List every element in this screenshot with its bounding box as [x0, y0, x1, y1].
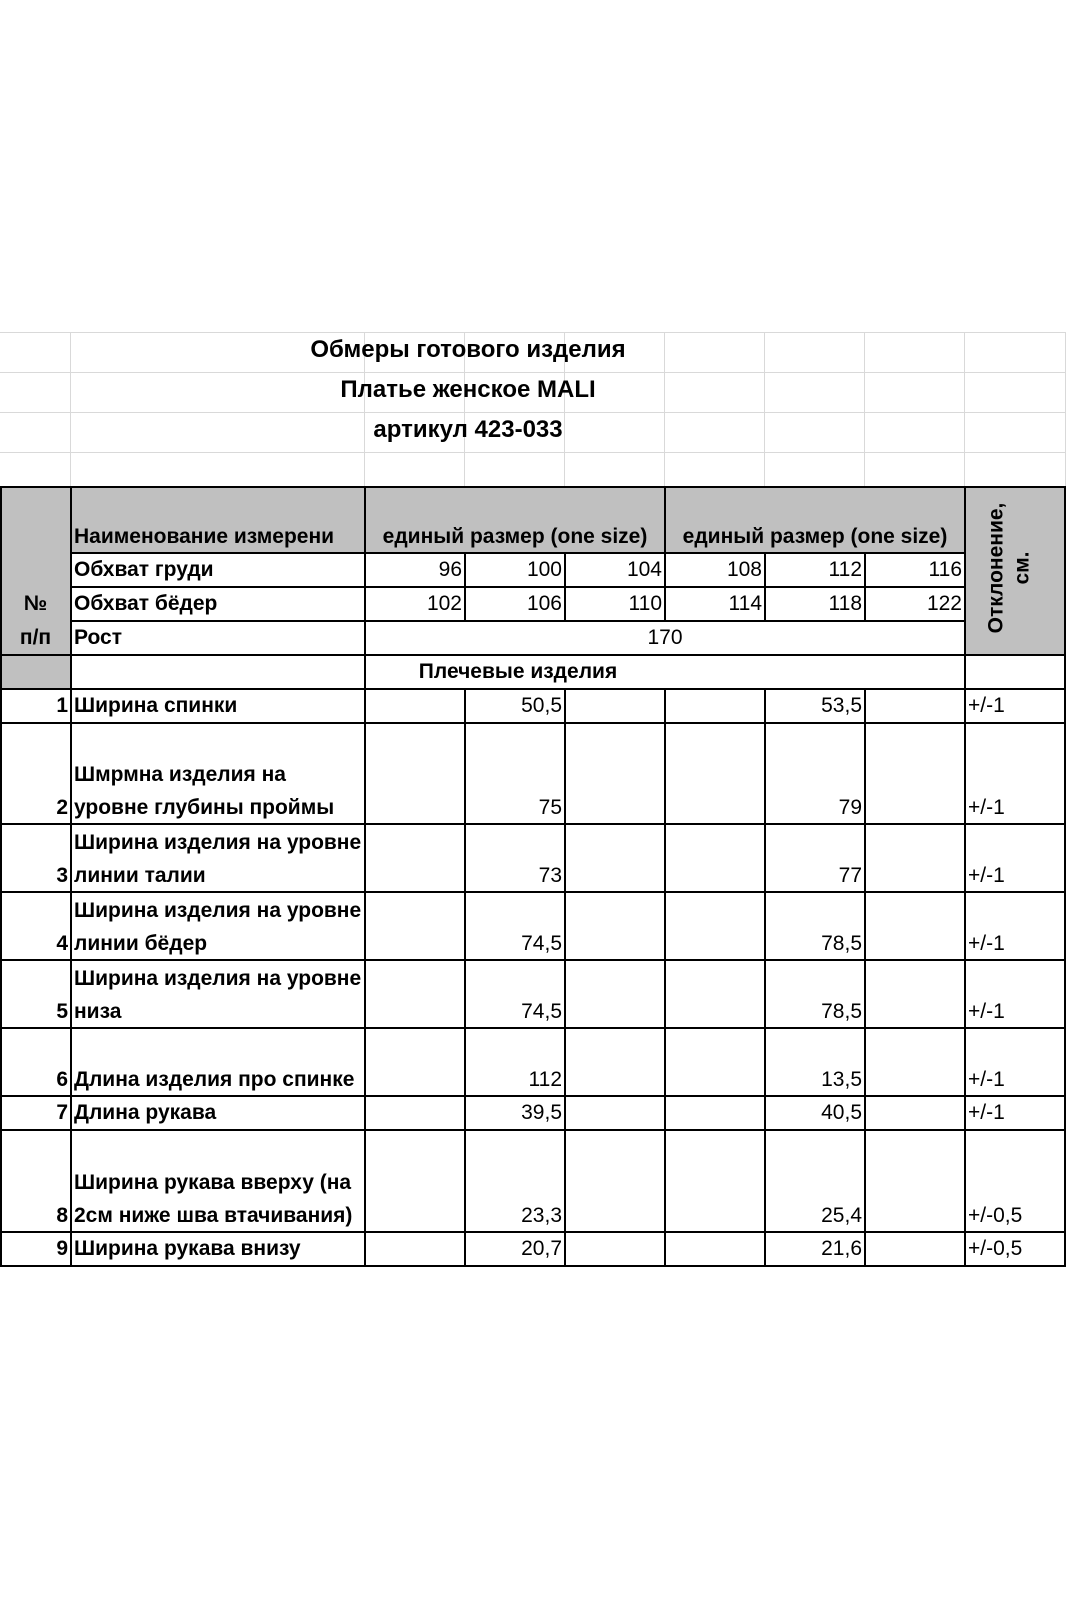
tolerance-value: +/-1 [968, 1101, 1005, 1124]
grid-cell [565, 453, 665, 487]
measurement-name: Длина изделия про спинке [74, 1068, 355, 1091]
table-rule [0, 1265, 1066, 1267]
height-value: 170 [647, 626, 683, 649]
chest-size-value: 100 [526, 558, 562, 581]
name-header: Наименование измерени [74, 525, 335, 548]
table-rule [0, 959, 1066, 961]
chest-size-value: 96 [438, 558, 462, 581]
row-number: 8 [56, 1204, 68, 1227]
table-rule [0, 1129, 1066, 1131]
row-number: 7 [56, 1101, 68, 1124]
table-rule [664, 487, 666, 621]
grid-cell [865, 333, 965, 373]
table-rule [0, 823, 1066, 825]
size-group-2-value: 25,4 [821, 1204, 862, 1227]
measurement-name: Длина рукава [74, 1101, 217, 1124]
tolerance-title: Отклонение, [984, 502, 1007, 634]
row-number: 4 [56, 932, 68, 955]
size-group-2-value: 13,5 [821, 1068, 862, 1091]
tolerance-value: +/-1 [968, 1000, 1005, 1023]
size-group-2-value: 78,5 [821, 1000, 862, 1023]
table-rule [764, 689, 766, 1266]
table-rule [964, 487, 966, 1266]
table-rule [0, 487, 2, 1266]
grid-cell [865, 413, 965, 453]
size-group-1-value: 112 [528, 1068, 562, 1091]
size-group-1-value: 39,5 [521, 1101, 562, 1124]
measurement-name: Ширина изделия на уровне линии бёдер [74, 899, 362, 955]
size-group-2-header: единый размер (one size) [682, 525, 948, 548]
size-group-1-value: 20,7 [521, 1237, 562, 1260]
grid-cell [71, 453, 365, 487]
row-number: 3 [56, 864, 68, 887]
row-number: 9 [56, 1237, 68, 1260]
table-rule [564, 689, 566, 1266]
measurement-name: Ширина рукава вверху (на 2см ниже шва втачивания) [74, 1171, 353, 1227]
grid-cell [865, 453, 965, 487]
row-number: 5 [56, 1000, 68, 1023]
hips-size-value: 118 [828, 592, 862, 615]
table-rule [864, 689, 866, 1266]
table-rule [664, 689, 666, 1266]
measurement-name: Ширина спинки [74, 694, 238, 717]
hips-size-value: 102 [426, 592, 462, 615]
pp-label: п/п [19, 626, 52, 649]
section-label: Плечевые изделия [418, 660, 618, 683]
table-rule [464, 689, 466, 1266]
table-rule [71, 586, 965, 588]
title-line-1: Обмеры готового изделия [310, 336, 626, 363]
table-rule [0, 1095, 1066, 1097]
row-number: 6 [56, 1068, 68, 1091]
size-group-1-value: 23,3 [521, 1204, 562, 1227]
size-group-1-value: 74,5 [521, 932, 562, 955]
grid-cell [965, 333, 1066, 373]
chest-size-value: 108 [726, 558, 762, 581]
grid-cell [965, 373, 1066, 413]
tolerance-value: +/-1 [968, 796, 1005, 819]
grid-cell [0, 333, 71, 373]
grid-cell [0, 373, 71, 413]
hips-size-value: 114 [728, 592, 762, 615]
size-group-1-value: 75 [538, 796, 562, 819]
row-number: 2 [56, 796, 68, 819]
table-rule [0, 688, 1066, 690]
chest-size-value: 112 [828, 558, 862, 581]
table-rule [0, 1231, 1066, 1233]
tolerance-value: +/-1 [968, 694, 1005, 717]
grid-cell [965, 413, 1066, 453]
measurement-name: Шмрмна изделия на уровне глубины проймы [74, 763, 335, 819]
hips-size-value: 110 [628, 592, 662, 615]
tolerance-value: +/-1 [968, 1068, 1005, 1091]
size-group-2-value: 79 [838, 796, 862, 819]
table-rule [71, 552, 965, 554]
size-group-1-value: 50,5 [521, 694, 562, 717]
tolerance-unit: см. [1010, 551, 1033, 585]
grid-cell [365, 453, 465, 487]
tolerance-value: +/-1 [968, 864, 1005, 887]
table-rule [0, 1027, 1066, 1029]
chest-size-value: 116 [928, 558, 962, 581]
no-label: № [23, 592, 48, 615]
grid-cell [0, 413, 71, 453]
measurement-name: Ширина рукава внизу [74, 1237, 301, 1260]
table-rule [0, 722, 1066, 724]
height-label: Рост [74, 626, 122, 649]
chest-label: Обхват груди [74, 558, 214, 581]
chest-size-value: 104 [626, 558, 662, 581]
hips-size-value: 106 [526, 592, 562, 615]
grid-cell [765, 453, 865, 487]
table-rule [71, 620, 965, 622]
size-group-2-value: 53,5 [821, 694, 862, 717]
tolerance-value: +/-0,5 [968, 1237, 1023, 1260]
table-rule [0, 486, 1066, 488]
table-rule [0, 654, 1066, 656]
tolerance-value: +/-0,5 [968, 1204, 1023, 1227]
grid-cell [665, 453, 765, 487]
tolerance-label [971, 480, 1047, 656]
table-rule [70, 487, 72, 1266]
grid-cell [465, 453, 565, 487]
section-left-gray [0, 655, 71, 689]
table-rule [364, 487, 366, 1266]
title-line-2: Платье женское MALI [340, 376, 596, 403]
hips-size-value: 122 [926, 592, 962, 615]
size-group-1-header: единый размер (one size) [382, 525, 648, 548]
table-rule [0, 891, 1066, 893]
size-group-1-value: 73 [538, 864, 562, 887]
size-group-1-value: 74,5 [521, 1000, 562, 1023]
title-line-3: артикул 423-033 [373, 416, 563, 443]
size-group-2-value: 77 [838, 864, 862, 887]
measurement-name: Ширина изделия на уровне линии талии [74, 831, 362, 887]
hips-label: Обхват бёдер [74, 592, 218, 615]
row-number: 1 [56, 694, 68, 717]
tolerance-value: +/-1 [968, 932, 1005, 955]
size-group-2-value: 78,5 [821, 932, 862, 955]
grid-cell [0, 453, 71, 487]
measurement-name: Ширина изделия на уровне низа [74, 967, 362, 1023]
size-group-2-value: 21,6 [821, 1237, 862, 1260]
size-group-2-value: 40,5 [821, 1101, 862, 1124]
grid-cell [865, 373, 965, 413]
